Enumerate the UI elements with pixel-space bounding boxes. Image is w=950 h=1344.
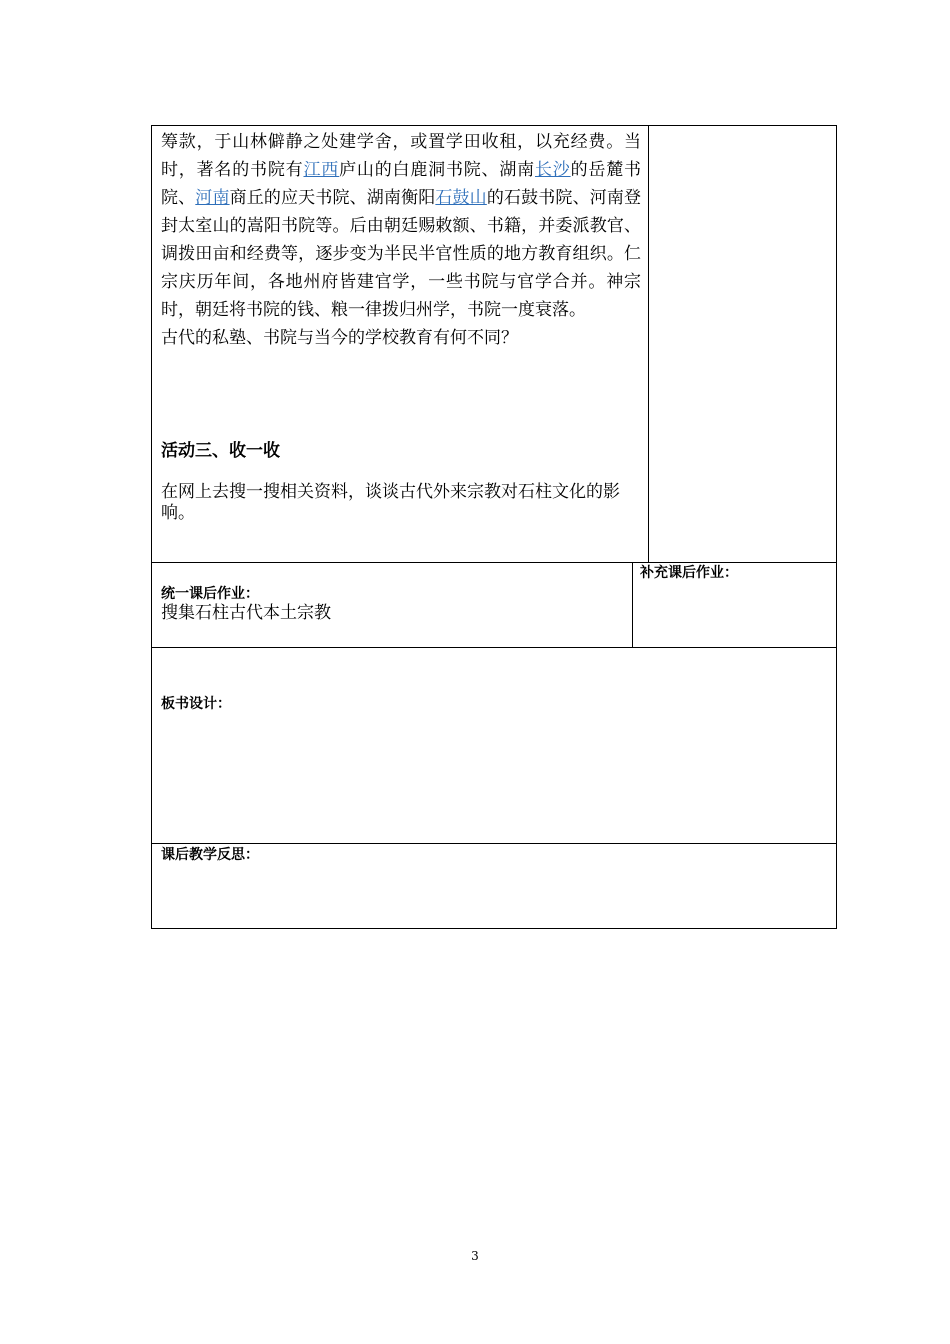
- academy-text-4: 的石鼓书院、河南登封太室山的嵩阳书院等。后由朝廷赐敕额、书籍，并委派教官、调拨田亩和经费等，逐步变为半民半官性质的地方教育组织。仁宗庆历年间，各地州府皆建官学，一些书院与官学合并。神宗时，朝廷将书院的钱、粮一律拨归州学，书院一度衰落。: [161, 188, 642, 320]
- table-border-right: [836, 125, 837, 929]
- row3-bottom-divider: [151, 843, 837, 844]
- link-shigushan[interactable]: 石鼓山: [435, 188, 487, 208]
- link-henan[interactable]: 河南: [195, 188, 230, 208]
- unified-homework-label: 统一课后作业：: [161, 586, 259, 602]
- academy-history-paragraph: [161, 128, 641, 324]
- row2-bottom-divider: [151, 647, 837, 648]
- academy-text-1: 庐山的白鹿洞书院、湖南: [339, 160, 535, 180]
- table-border-top: [151, 125, 837, 126]
- activity-three-heading: 活动三、收一收: [161, 441, 280, 461]
- academy-intro-text: 筹款，于山林僻静之处建学舍，或置学田收租，以充经费。当时，著名的书院有: [161, 132, 641, 180]
- link-jiangxi[interactable]: 江西: [303, 160, 340, 180]
- link-changsha[interactable]: 长沙: [534, 160, 571, 180]
- table-border-bottom: [151, 928, 837, 929]
- discussion-question: 古代的私塾、书院与当今的学校教育有何不同？: [161, 328, 518, 348]
- supplement-homework-label: 补充课后作业：: [640, 565, 738, 581]
- unified-homework-text: 搜集石柱古代本土宗教: [161, 603, 331, 623]
- board-design-label: 板书设计：: [161, 696, 231, 712]
- academy-text-3: 商丘的应天书院、湖南衡阳: [229, 188, 436, 208]
- table-border-left: [151, 125, 152, 929]
- page-number: 3: [471, 1249, 479, 1263]
- lesson-content-cell: [161, 128, 641, 352]
- row1-column-divider: [648, 125, 649, 563]
- academy-text-2: 的岳麓书院、: [161, 160, 642, 208]
- row2-column-divider: [632, 562, 633, 648]
- teaching-reflection-label: 课后教学反思：: [161, 847, 259, 863]
- activity-three-text: 在网上去搜一搜相关资料，谈谈古代外来宗教对石柱文化的影响。: [161, 482, 620, 523]
